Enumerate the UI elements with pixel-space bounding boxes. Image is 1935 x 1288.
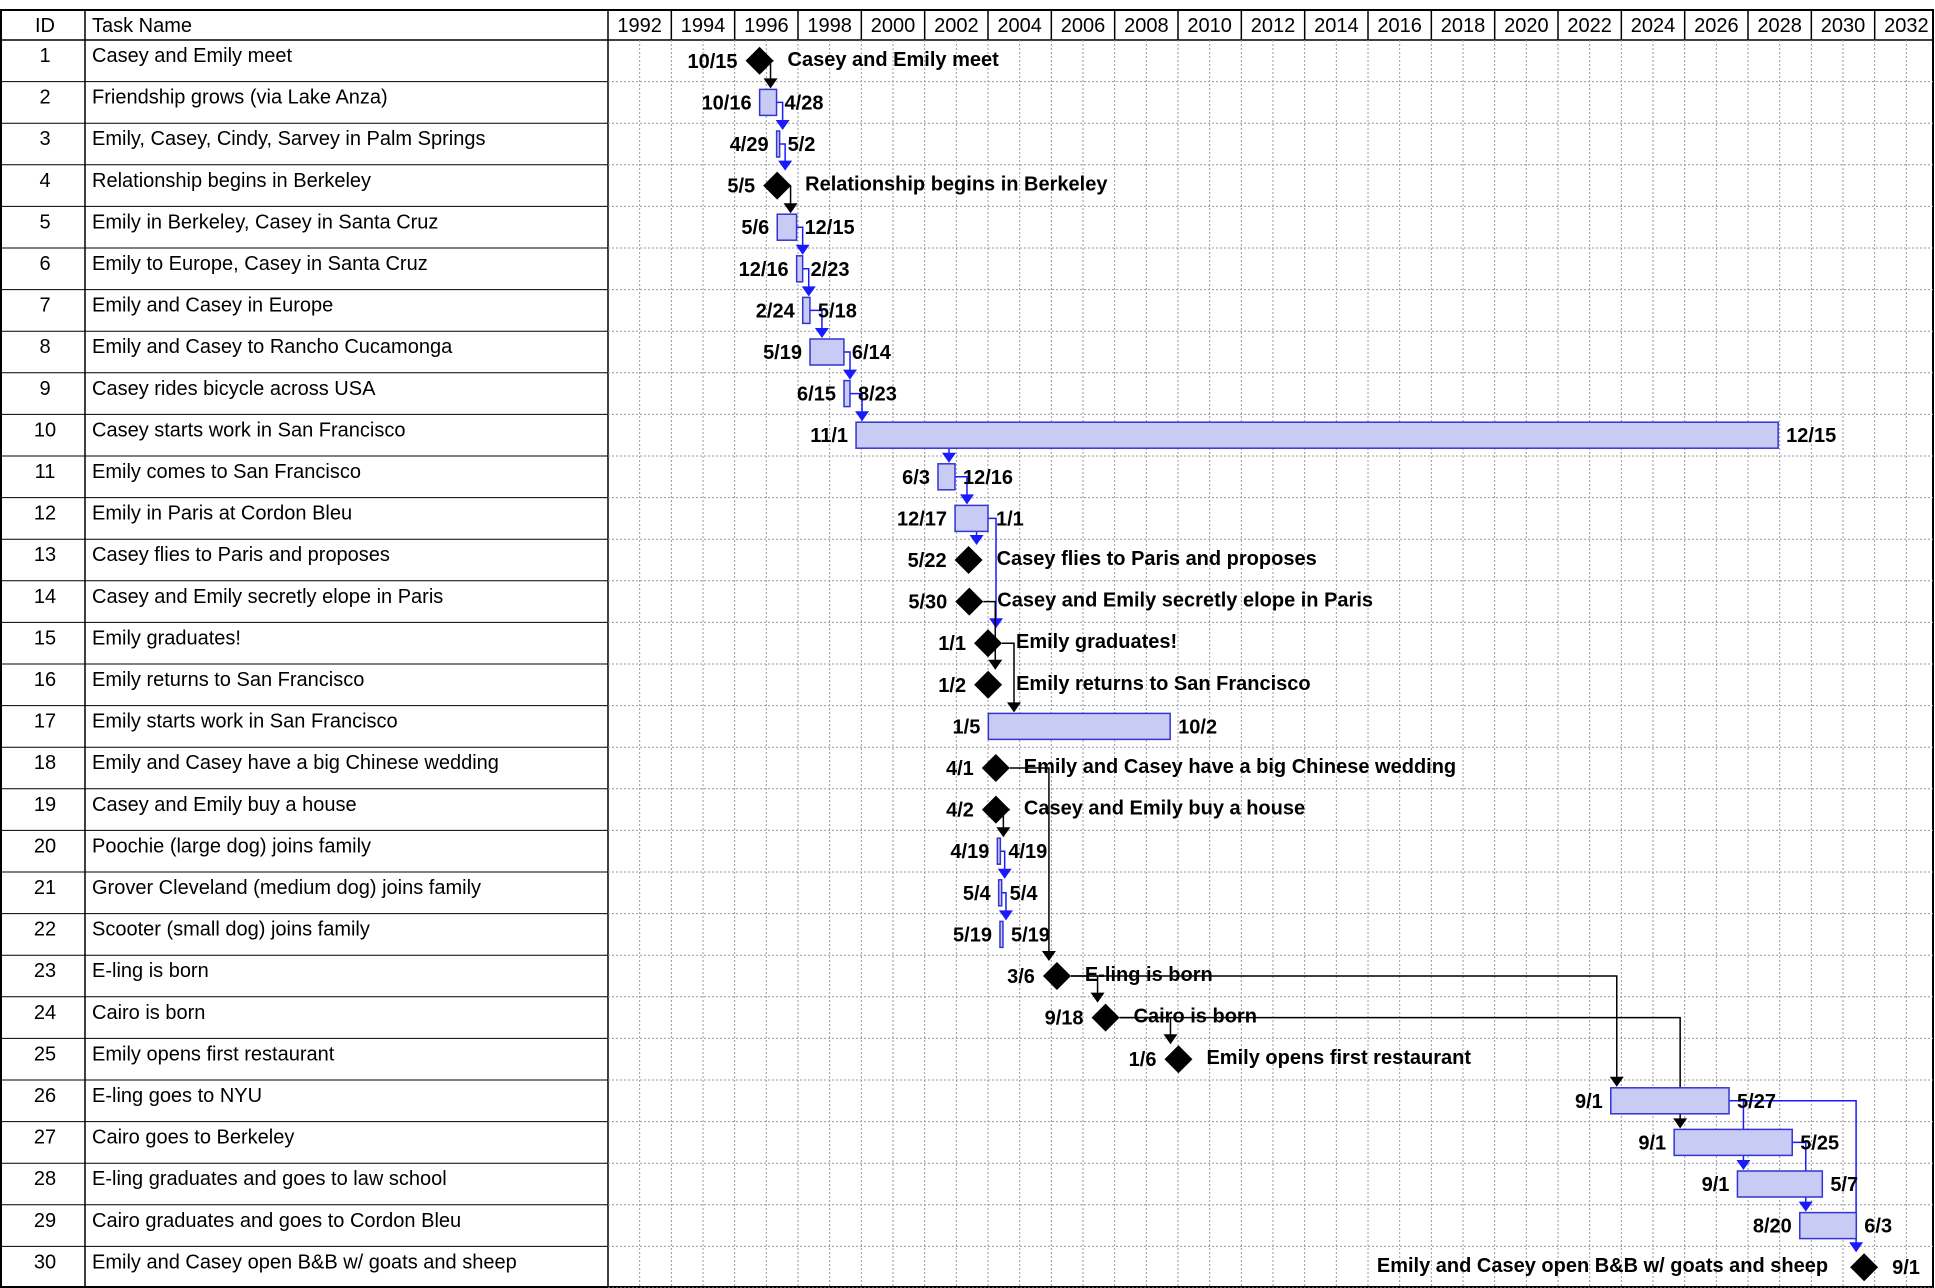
x-tick-label: 2012	[1250, 15, 1296, 37]
task-id-cell: 27	[33, 1126, 57, 1149]
bar-start-label: 5/19	[763, 342, 803, 364]
bar-start-label: 4/1	[945, 758, 974, 780]
x-tick-label: 2006	[1060, 15, 1106, 37]
task-id-cell: 6	[39, 253, 51, 275]
task-name-cell: Casey flies to Paris and proposes	[92, 544, 390, 567]
bar-start-label: 4/19	[950, 841, 990, 864]
x-tick-label: 2018	[1440, 15, 1486, 37]
task-id-cell: 10	[33, 419, 57, 442]
task-id-cell: 17	[33, 710, 57, 733]
task-id-cell: 24	[33, 1001, 57, 1024]
bar-end-label: 1/1	[996, 508, 1024, 531]
bar-end-label: 8/23	[857, 383, 897, 406]
dependency-arrowhead	[1163, 1034, 1177, 1044]
milestone-name-label: Emily graduates!	[1016, 631, 1178, 654]
task-bar	[1611, 1088, 1729, 1114]
task-id-cell: 9	[39, 377, 51, 400]
task-name-cell: Emily in Berkeley, Casey in Santa Cruz	[92, 211, 439, 234]
task-id-cell: 22	[33, 918, 57, 941]
task-id-cell: 23	[33, 960, 57, 983]
dependency-arrowhead	[815, 328, 829, 338]
x-tick-label: 2008	[1124, 15, 1169, 37]
bar-start-label: 10/15	[687, 50, 738, 73]
task-id-cell: 3	[39, 128, 51, 151]
task-name-cell: Casey and Emily meet	[92, 45, 293, 67]
x-tick-label: 2028	[1757, 15, 1802, 37]
milestone-name-label: Casey flies to Paris and proposes	[996, 548, 1317, 570]
x-tick-label: 1998	[807, 15, 852, 37]
dependency-arrowhead	[784, 203, 798, 213]
task-id-cell: 29	[33, 1209, 57, 1232]
milestone-diamond	[955, 588, 983, 616]
task-bar	[1674, 1129, 1792, 1155]
task-name-cell: Emily and Casey open B&B w/ goats and sheep	[92, 1251, 517, 1274]
task-name-column-header: Task Name	[92, 15, 193, 37]
task-name-cell: E-ling goes to NYU	[92, 1085, 263, 1107]
id-column-header: ID	[35, 15, 55, 37]
x-tick-label: 2004	[997, 15, 1042, 37]
task-id-cell: 8	[39, 336, 51, 359]
task-name-cell: Cairo graduates and goes to Cordon Bleu	[92, 1209, 462, 1232]
dependency-arrowhead	[1849, 1242, 1863, 1252]
dependency-arrowhead	[942, 453, 956, 463]
x-tick-label: 2014	[1314, 15, 1359, 37]
bar-end-label: 6/3	[1864, 1215, 1893, 1238]
task-bar	[810, 339, 844, 365]
task-name-cell: Casey rides bicycle across USA	[92, 377, 376, 400]
task-name-cell: Emily to Europe, Casey in Santa Cruz	[92, 253, 428, 275]
dependency-arrowhead	[802, 286, 816, 296]
task-name-cell: Poochie (large dog) joins family	[92, 835, 372, 858]
milestone-diamond	[746, 47, 774, 75]
x-tick-label: 1996	[744, 15, 789, 37]
task-id-cell: 18	[33, 752, 57, 775]
task-bar	[938, 464, 955, 490]
header-row	[35, 15, 1929, 37]
bar-end-label: 5/4	[1009, 882, 1038, 905]
bar-end-label: 5/7	[1830, 1174, 1859, 1196]
task-name-cell: Emily, Casey, Cindy, Sarvey in Palm Springs	[92, 128, 486, 151]
bar-end-label: 4/19	[1008, 841, 1048, 864]
milestone-diamond	[974, 629, 1002, 657]
x-tick-label: 1992	[617, 15, 662, 37]
task-bar	[777, 131, 780, 157]
milestone-diamond	[763, 172, 791, 200]
task-id-cell: 1	[39, 45, 51, 67]
task-bar	[988, 713, 1170, 739]
dependency-arrowhead	[1042, 951, 1056, 961]
bar-end-label: 12/15	[1786, 425, 1837, 448]
task-name-cell: Casey and Emily secretly elope in Paris	[92, 585, 444, 608]
task-bar	[1737, 1171, 1822, 1197]
task-name-cell: Scooter (small dog) joins family	[92, 918, 370, 941]
bar-start-label: 5/5	[727, 175, 756, 198]
bar-end-label: 6/14	[851, 342, 891, 364]
x-tick-label: 2026	[1694, 15, 1739, 37]
task-bar	[797, 256, 803, 282]
task-bar	[955, 505, 988, 531]
bar-start-label: 5/30	[908, 591, 948, 614]
task-bar	[844, 381, 850, 407]
milestone-name-label: Relationship begins in Berkeley	[805, 173, 1108, 196]
bar-end-label: 10/2	[1178, 716, 1218, 739]
milestone-diamond	[1092, 1004, 1120, 1032]
milestone-diamond	[1164, 1045, 1192, 1073]
bar-start-label: 4/29	[729, 134, 769, 156]
bar-start-label: 5/22	[907, 550, 947, 572]
x-tick-label: 2000	[870, 15, 916, 37]
dependency-arrowhead	[855, 411, 869, 421]
milestone-diamond	[1850, 1253, 1878, 1281]
bar-start-label: 9/1	[1701, 1174, 1730, 1196]
task-bar	[803, 297, 810, 323]
task-id-cell: 5	[39, 211, 51, 234]
milestone-name-label: Cairo is born	[1133, 1005, 1257, 1028]
dependency-arrowhead	[1091, 993, 1105, 1003]
task-id-cell: 7	[39, 294, 51, 317]
task-rows	[34, 45, 517, 1273]
task-bar	[856, 422, 1778, 448]
bar-start-label: 10/16	[701, 92, 752, 115]
milestone-diamond	[955, 546, 983, 574]
dependency-arrowhead	[970, 535, 984, 545]
bar-start-label: 9/1	[1892, 1257, 1920, 1280]
task-id-cell: 14	[33, 585, 57, 608]
task-bar	[1000, 921, 1003, 947]
task-id-cell: 4	[39, 169, 51, 192]
dependency-arrowhead	[988, 660, 1002, 670]
bar-start-label: 4/2	[946, 799, 974, 822]
x-tick-label: 2016	[1377, 15, 1422, 37]
task-id-cell: 2	[39, 86, 51, 109]
bar-start-label: 1/5	[952, 716, 981, 739]
bar-start-label: 9/1	[1574, 1090, 1603, 1113]
milestone-name-label: Casey and Emily meet	[787, 48, 999, 71]
bar-start-label: 5/4	[962, 882, 991, 905]
dependency-arrowhead	[776, 120, 790, 130]
dependency-arrowhead	[999, 910, 1013, 920]
task-name-cell: E-ling is born	[92, 960, 209, 983]
task-name-cell: Emily and Casey in Europe	[92, 294, 334, 317]
bar-start-label: 12/16	[738, 258, 789, 281]
task-id-cell: 20	[33, 835, 57, 858]
milestone-name-label: E-ling is born	[1084, 964, 1213, 986]
task-name-cell: Friendship grows (via Lake Anza)	[92, 86, 388, 109]
task-name-cell: Emily graduates!	[92, 627, 241, 650]
milestone-name-label: Emily opens first restaurant	[1206, 1047, 1472, 1070]
bar-end-label: 5/27	[1737, 1090, 1776, 1113]
task-id-cell: 16	[33, 669, 57, 691]
task-bar	[777, 214, 796, 240]
task-id-cell: 28	[33, 1168, 57, 1191]
bar-end-label: 5/2	[787, 134, 816, 156]
bar-start-label: 1/1	[938, 633, 967, 656]
task-name-cell: Emily opens first restaurant	[92, 1043, 335, 1066]
bar-start-label: 12/17	[896, 508, 948, 531]
milestone-diamond	[1043, 962, 1071, 990]
milestone-name-label: Emily returns to San Francisco	[1016, 672, 1311, 695]
task-name-cell: Emily comes to San Francisco	[92, 461, 361, 483]
dependency-arrowhead	[1799, 1202, 1813, 1212]
task-name-cell: Cairo goes to Berkeley	[92, 1126, 295, 1149]
task-name-cell: Cairo is born	[92, 1001, 206, 1024]
bar-start-label: 5/19	[953, 924, 992, 947]
task-name-cell: Emily and Casey to Rancho Cucamonga	[92, 336, 453, 359]
dependency-arrowhead	[996, 827, 1010, 837]
task-name-cell: Emily starts work in San Francisco	[92, 710, 398, 733]
bar-start-label: 1/6	[1128, 1049, 1157, 1072]
bar-end-label: 5/18	[817, 300, 857, 323]
x-tick-label: 2032	[1884, 15, 1929, 37]
task-id-cell: 21	[33, 877, 57, 899]
dependency-links	[764, 61, 1864, 1252]
task-id-cell: 30	[33, 1251, 57, 1274]
bar-start-label: 9/1	[1638, 1132, 1667, 1155]
milestone-name-label: Casey and Emily secretly elope in Paris	[997, 589, 1374, 612]
bar-start-label: 8/20	[1752, 1215, 1792, 1238]
task-bar	[999, 880, 1002, 906]
task-name-cell: Emily and Casey have a big Chinese wedding	[92, 752, 499, 775]
task-id-cell: 15	[33, 627, 57, 650]
task-id-cell: 25	[33, 1043, 57, 1066]
task-id-cell: 26	[33, 1085, 57, 1107]
task-id-cell: 12	[33, 502, 57, 525]
bar-start-label: 3/6	[1007, 966, 1035, 988]
bar-end-label: 2/23	[810, 258, 850, 281]
bar-start-label: 9/18	[1044, 1007, 1084, 1030]
x-tick-label: 2002	[934, 15, 979, 37]
bar-start-label: 11/1	[810, 425, 849, 448]
milestone-diamond	[982, 796, 1010, 824]
bar-end-label: 4/28	[784, 92, 824, 115]
bar-start-label: 5/6	[741, 217, 770, 240]
bar-start-label: 1/2	[938, 674, 967, 697]
dependency-arrowhead	[998, 869, 1012, 879]
x-tick-label: 2022	[1567, 15, 1612, 37]
dependency-link	[1002, 643, 1014, 711]
task-name-cell: E-ling graduates and goes to law school	[92, 1168, 447, 1191]
task-bar	[997, 838, 1000, 864]
dependency-arrowhead	[843, 370, 857, 380]
dependency-arrowhead	[1007, 702, 1021, 712]
x-tick-label: 1994	[680, 15, 726, 37]
milestone-diamond	[982, 754, 1010, 782]
x-tick-label: 2010	[1187, 15, 1232, 37]
milestone-diamond	[974, 671, 1002, 699]
task-name-cell: Grover Cleveland (medium dog) joins family	[92, 877, 482, 899]
bar-end-label: 12/15	[804, 217, 855, 240]
milestone-name-label: Emily and Casey open B&B w/ goats and sheep	[1376, 1255, 1829, 1278]
task-name-cell: Relationship begins in Berkeley	[92, 169, 372, 192]
task-name-cell: Emily in Paris at Cordon Bleu	[92, 502, 353, 525]
milestone-name-label: Emily and Casey have a big Chinese wedding	[1023, 756, 1457, 778]
x-tick-label: 2030	[1820, 15, 1866, 37]
task-bar	[760, 89, 777, 115]
task-name-cell: Casey starts work in San Francisco	[92, 419, 406, 442]
dependency-arrowhead	[764, 78, 778, 88]
task-bar	[1800, 1213, 1857, 1239]
bar-start-label: 2/24	[755, 300, 795, 323]
bar-end-label: 5/25	[1800, 1132, 1840, 1155]
bar-end-label: 5/19	[1010, 924, 1050, 947]
dependency-arrowhead	[1673, 1118, 1687, 1128]
task-name-cell: Emily returns to San Francisco	[92, 669, 365, 691]
task-id-cell: 11	[34, 461, 56, 483]
bar-start-label: 6/3	[902, 466, 930, 489]
task-name-cell: Casey and Emily buy a house	[92, 793, 357, 816]
bar-start-label: 6/15	[797, 383, 836, 406]
dependency-arrowhead	[778, 161, 792, 171]
task-id-cell: 13	[33, 544, 57, 567]
x-tick-label: 2024	[1630, 15, 1676, 37]
task-id-cell: 19	[33, 793, 57, 816]
bar-end-label: 12/16	[962, 466, 1014, 489]
dependency-arrowhead	[960, 494, 974, 504]
milestone-name-label: Casey and Emily buy a house	[1023, 797, 1306, 820]
x-tick-label: 2020	[1504, 15, 1549, 37]
